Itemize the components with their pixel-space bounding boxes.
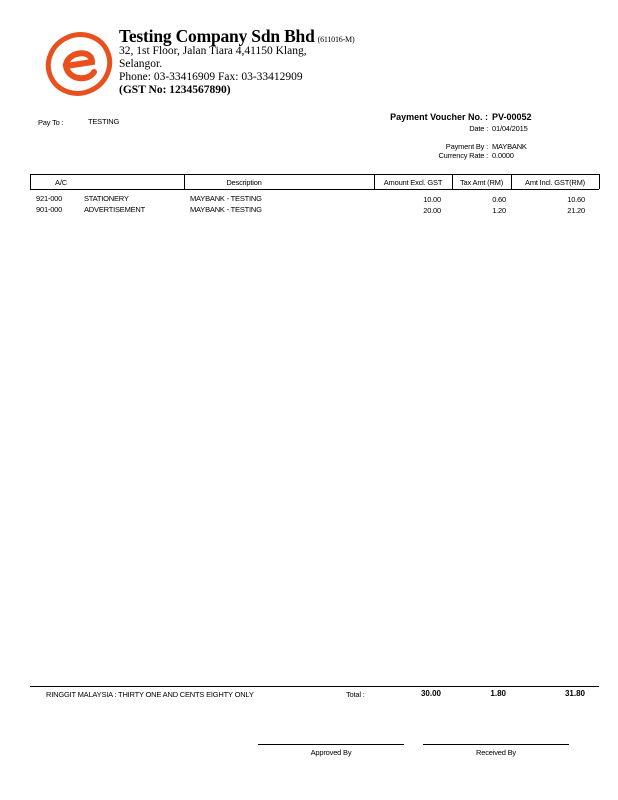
row-ac: 921-000 [36, 194, 63, 203]
company-address-line1: 32, 1st Floor, Jalan Tiara 4,41150 Klang, [119, 45, 307, 57]
company-reg-no: (611016-M) [317, 35, 355, 44]
table-header-bottom-border [30, 189, 599, 190]
approved-by-label: Approved By [310, 748, 352, 757]
voucher-number: PV-00052 [492, 112, 532, 122]
table-top-border [30, 174, 599, 175]
voucher-date-label: Date : [469, 124, 488, 133]
currency-rate-value: 0.0000 [492, 151, 514, 160]
header-amount-excl: Amount Excl. GST [383, 178, 443, 187]
header-ac: A/C [55, 178, 67, 187]
voucher-date: 01/04/2015 [492, 124, 528, 133]
header-amt-incl: Amt Incl. GST(RM) [525, 178, 585, 187]
row-amt-incl: 21.20 [567, 206, 585, 215]
total-tax: 1.80 [490, 689, 506, 698]
row-description: MAYBANK - TESTING [190, 194, 262, 203]
company-gst-no: (GST No: 1234567890) [119, 84, 231, 96]
company-logo-icon [44, 30, 114, 98]
voucher-title-label: Payment Voucher No. : [390, 112, 488, 122]
currency-rate-label: Currency Rate : [438, 151, 488, 160]
row-account: STATIONERY [84, 194, 129, 203]
row-ac: 901-000 [36, 205, 63, 214]
pay-to-value: TESTING [88, 117, 120, 126]
row-amount-excl: 10.00 [423, 195, 441, 204]
row-account: ADVERTISEMENT [84, 205, 146, 214]
company-address-line2: Selangor. [119, 58, 163, 70]
total-label: Total : [346, 690, 365, 699]
received-by-line [423, 744, 569, 745]
row-tax: 0.60 [492, 195, 506, 204]
row-description: MAYBANK - TESTING [190, 205, 262, 214]
payment-by-value: MAYBANK [492, 142, 527, 151]
received-by-label: Received By [476, 748, 516, 757]
amount-in-words: RINGGIT MALAYSIA : THIRTY ONE AND CENTS EIGHTY ONLY [46, 690, 254, 699]
company-name: Testing Company Sdn Bhd (611016-M) [119, 26, 355, 46]
approved-by-line [258, 744, 404, 745]
row-tax: 1.20 [492, 206, 506, 215]
row-amt-incl: 10.60 [567, 195, 585, 204]
header-description: Description [226, 178, 262, 187]
total-amt-incl: 31.80 [564, 689, 585, 698]
payment-by-label: Payment By : [445, 142, 488, 151]
table-col-divider [599, 174, 600, 189]
company-phone-fax: Phone: 03-33416909 Fax: 03-33412909 [119, 71, 303, 83]
header-tax-amt: Tax Amt (RM) [459, 178, 504, 187]
total-amount-excl: 30.00 [420, 689, 441, 698]
row-amount-excl: 20.00 [423, 206, 441, 215]
pay-to-label: Pay To : [38, 118, 64, 127]
totals-top-border [30, 686, 599, 687]
